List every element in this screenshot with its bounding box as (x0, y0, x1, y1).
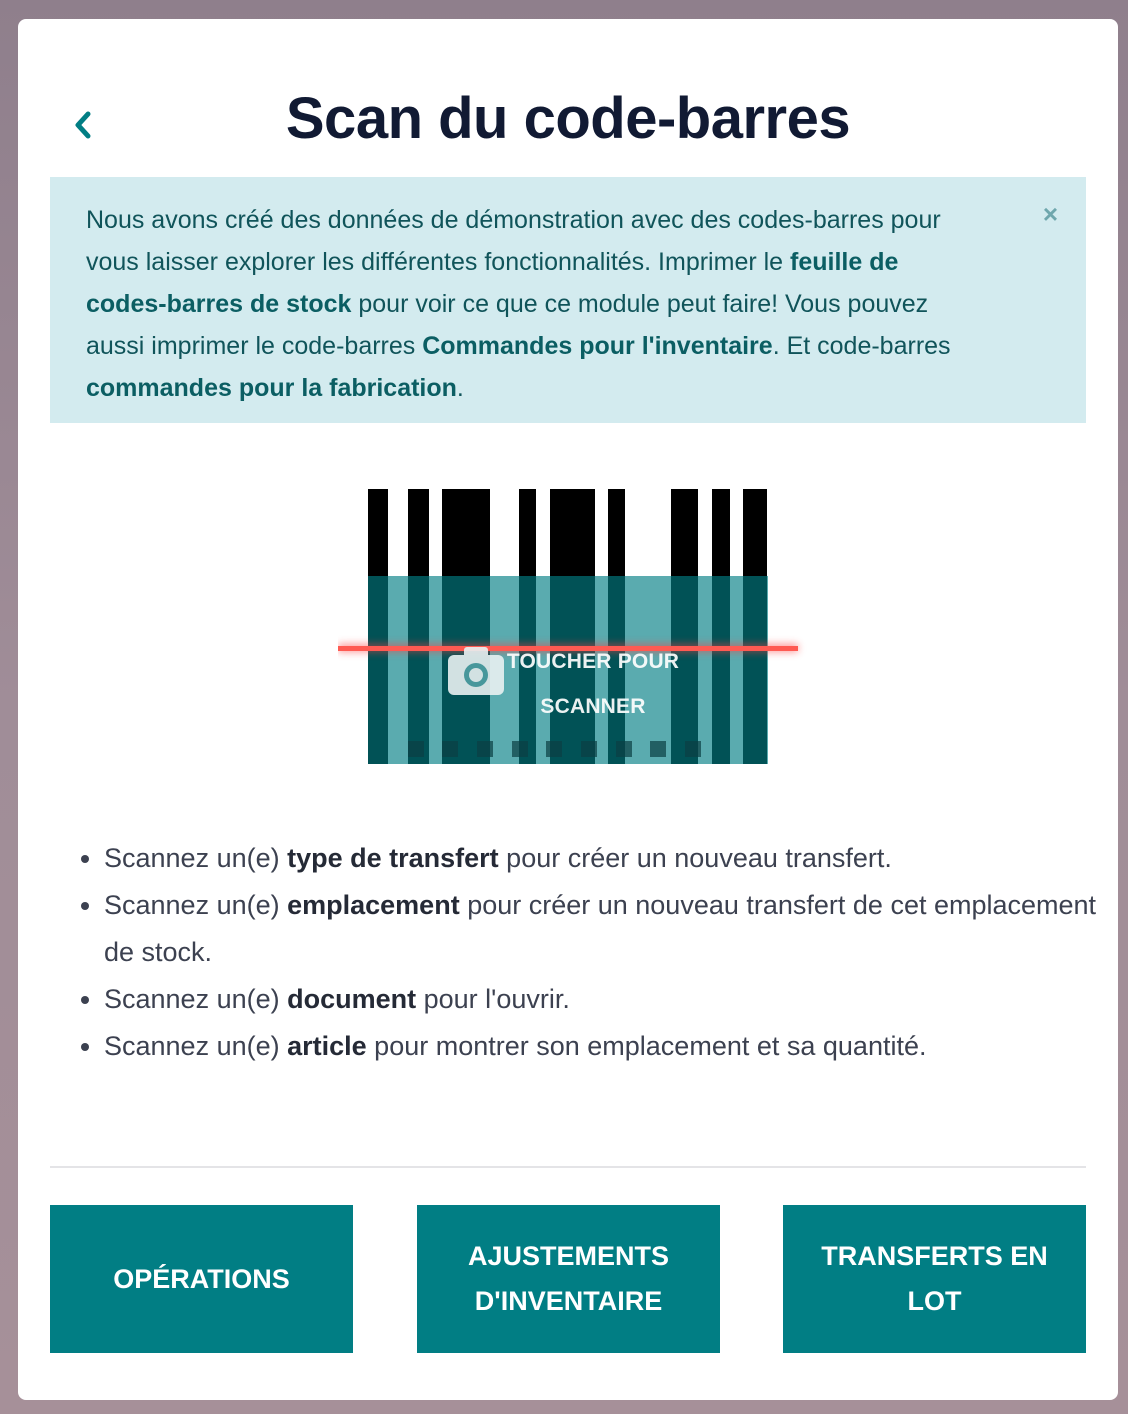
list-item: • Scannez un(e) type de transfert pour créer un nouveau transfert. (104, 835, 1114, 882)
manufacturing-commands-link[interactable]: commandes pour la fabrication (86, 374, 457, 402)
alert-text-1: Nous avons créé des données de démonstration avec des codes-barres pour vous laisser explorer les différentes fonctionnalités. Imprimer le (86, 206, 941, 276)
list-item: • Scannez un(e) document pour l'ouvrir. (104, 976, 1114, 1023)
batch-transfers-button[interactable]: TRANSFERTS EN LOT (783, 1205, 1086, 1353)
inventory-adjustments-button[interactable]: AJUSTEMENTS D'INVENTAIRE (417, 1205, 720, 1353)
scan-instructions-list (68, 835, 1114, 1070)
alert-text-3: . Et code-barres (772, 332, 951, 360)
close-icon[interactable]: × (1042, 199, 1058, 229)
tap-to-scan-label: TOUCHER POUR SCANNER (506, 650, 680, 718)
inventory-commands-link[interactable]: Commandes pour l'inventaire (422, 332, 773, 360)
page-title: Scan du code-barres (285, 86, 851, 151)
operations-button[interactable]: OPÉRATIONS (50, 1205, 353, 1353)
stock-barcodes-sheet-link[interactable]: feuille de codes-barres de stock (86, 248, 899, 318)
divider (50, 1166, 1086, 1168)
demo-data-alert (50, 177, 1086, 423)
tap-to-scan-area[interactable] (338, 489, 808, 769)
alert-text-4: . (456, 374, 464, 402)
list-item: • Scannez un(e) emplacement pour créer un nouveau transfert de cet emplacement de stock. (104, 882, 1114, 976)
barcode-main-card (18, 19, 1118, 1400)
alert-text-2: pour voir ce que ce module peut faire! Vous pouvez aussi imprimer le code-barres (86, 290, 929, 360)
list-item: • Scannez un(e) article pour montrer son emplacement et sa quantité. (104, 1023, 1114, 1070)
